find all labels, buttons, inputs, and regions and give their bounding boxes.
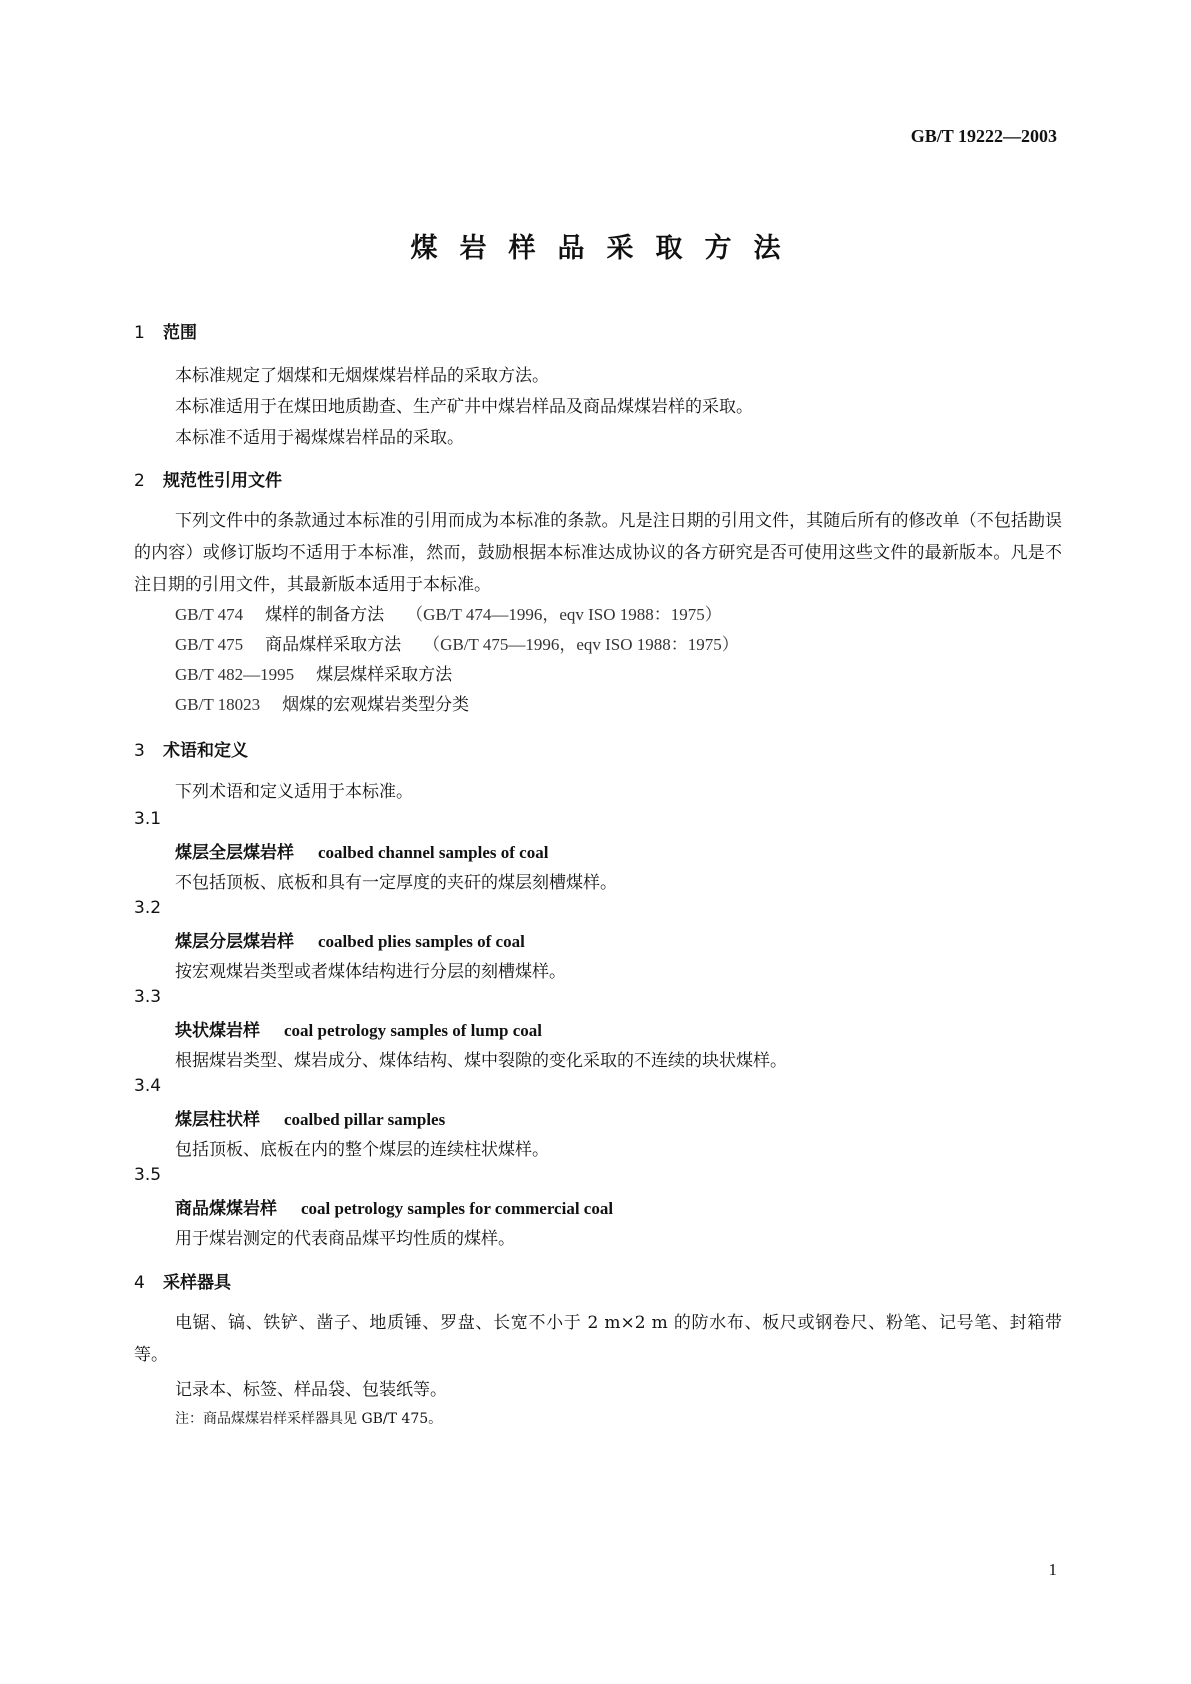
term-zh: 煤层分层煤岩样 bbox=[175, 932, 294, 952]
scope-line-3: 本标准不适用于褐煤煤岩样品的采取。 bbox=[175, 428, 464, 448]
term-number: 3.4 bbox=[134, 1076, 162, 1096]
term-heading bbox=[175, 838, 548, 863]
section-number: 2 bbox=[134, 471, 145, 491]
term-zh: 商品煤煤岩样 bbox=[175, 1199, 277, 1219]
equipment-note: 注：商品煤煤岩样采样器具见 GB/T 475。 bbox=[175, 1411, 443, 1427]
term-heading bbox=[175, 1105, 445, 1130]
term-definition: 按宏观煤岩类型或者煤体结构进行分层的刻槽煤样。 bbox=[175, 962, 566, 982]
section-title: 采样器具 bbox=[163, 1273, 231, 1293]
term-number: 3.3 bbox=[134, 987, 162, 1007]
scope-line-1: 本标准规定了烟煤和无烟煤煤岩样品的采取方法。 bbox=[175, 366, 549, 386]
reference-title: 商品煤样采取方法 bbox=[265, 635, 402, 655]
reference-title: 煤样的制备方法 bbox=[265, 605, 385, 625]
term-number: 3.2 bbox=[134, 898, 162, 918]
section-1-heading bbox=[134, 318, 197, 343]
term-definition: 用于煤岩测定的代表商品煤平均性质的煤样。 bbox=[175, 1229, 515, 1249]
term-en: coalbed channel samples of coal bbox=[318, 843, 549, 862]
reference-item bbox=[175, 690, 469, 715]
term-en: coalbed pillar samples bbox=[284, 1110, 446, 1129]
reference-item bbox=[175, 630, 739, 655]
reference-equivalence: （GB/T 474—1996，eqv ISO 1988：1975） bbox=[406, 605, 722, 624]
term-en: coal petrology samples of lump coal bbox=[284, 1021, 542, 1040]
section-4-heading bbox=[134, 1268, 231, 1293]
section-3-heading bbox=[134, 736, 248, 761]
reference-code: GB/T 475 bbox=[175, 635, 244, 654]
section-title: 规范性引用文件 bbox=[163, 471, 282, 491]
term-definition: 不包括顶板、底板和具有一定厚度的夹矸的煤层刻槽煤样。 bbox=[175, 873, 617, 893]
term-heading bbox=[175, 1016, 542, 1041]
section-2-heading bbox=[134, 466, 282, 491]
reference-code: GB/T 482—1995 bbox=[175, 665, 295, 684]
section-number: 4 bbox=[134, 1273, 145, 1293]
document-title: 煤岩样品采取方法 bbox=[410, 233, 803, 264]
reference-equivalence: （GB/T 475—1996，eqv ISO 1988：1975） bbox=[423, 635, 739, 654]
equipment-line-2: 记录本、标签、样品袋、包装纸等。 bbox=[175, 1380, 447, 1400]
term-en: coalbed plies samples of coal bbox=[318, 932, 525, 951]
term-zh: 块状煤岩样 bbox=[175, 1021, 260, 1041]
reference-code: GB/T 474 bbox=[175, 605, 244, 624]
term-zh: 煤层柱状样 bbox=[175, 1110, 260, 1130]
reference-title: 煤层煤样采取方法 bbox=[316, 665, 453, 685]
section-number: 1 bbox=[134, 323, 145, 343]
term-definition: 根据煤岩类型、煤岩成分、煤体结构、煤中裂隙的变化采取的不连续的块状煤样。 bbox=[175, 1051, 787, 1071]
term-zh: 煤层全层煤岩样 bbox=[175, 843, 294, 863]
page-number: 1 bbox=[1048, 1560, 1057, 1579]
terms-intro: 下列术语和定义适用于本标准。 bbox=[175, 782, 413, 802]
term-definition: 包括顶板、底板在内的整个煤层的连续柱状煤样。 bbox=[175, 1140, 549, 1160]
reference-item bbox=[175, 600, 722, 625]
scope-line-2: 本标准适用于在煤田地质勘查、生产矿井中煤岩样品及商品煤煤岩样的采取。 bbox=[175, 397, 753, 417]
normative-references-intro: 下列文件中的条款通过本标准的引用而成为本标准的条款。凡是注日期的引用文件，其随后所有的修改单（不包括勘误的内容）或修订版均不适用于本标准，然而，鼓励根据本标准达成协议的各方研究是否可使用这些文件的最新版本。凡是不注日期的引用文件，其最新版本适用于本标准。 bbox=[134, 511, 1062, 595]
section-number: 3 bbox=[134, 741, 145, 761]
reference-item bbox=[175, 660, 452, 685]
term-heading bbox=[175, 1194, 613, 1219]
term-en: coal petrology samples for commercial coal bbox=[301, 1199, 614, 1218]
standard-code: GB/T 19222—2003 bbox=[910, 126, 1057, 146]
reference-code: GB/T 18023 bbox=[175, 695, 261, 714]
section-title: 术语和定义 bbox=[163, 741, 248, 761]
term-heading bbox=[175, 927, 525, 952]
reference-title: 烟煤的宏观煤岩类型分类 bbox=[282, 695, 470, 715]
term-number: 3.5 bbox=[134, 1165, 162, 1185]
term-number: 3.1 bbox=[134, 809, 162, 829]
section-title: 范围 bbox=[163, 323, 197, 343]
equipment-paragraph: 电锯、镐、铁铲、凿子、地质锤、罗盘、长宽不小于 2 m×2 m 的防水布、板尺或钢卷尺、粉笔、记号笔、封箱带等。 bbox=[134, 1313, 1062, 1365]
